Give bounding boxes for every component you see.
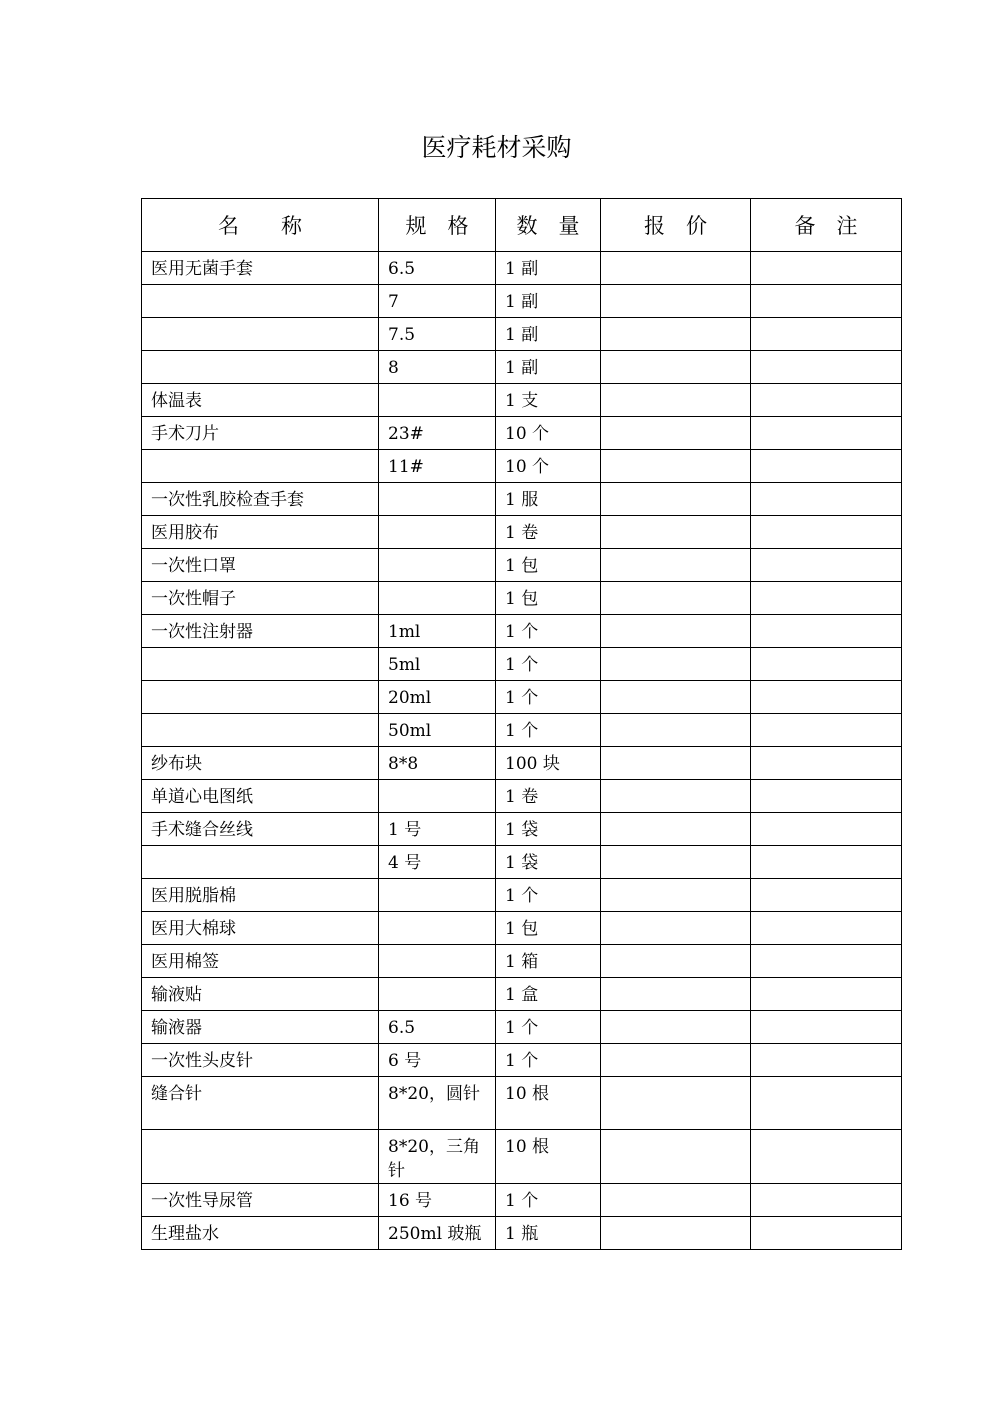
cell-name: 体温表 — [142, 384, 379, 417]
cell-name: 一次性帽子 — [142, 582, 379, 615]
cell-spec: 20ml — [379, 681, 496, 714]
cell-note — [751, 384, 902, 417]
cell-name — [142, 846, 379, 879]
cell-price — [601, 417, 751, 450]
cell-spec — [379, 549, 496, 582]
cell-price — [601, 549, 751, 582]
cell-note — [751, 1130, 902, 1184]
cell-name: 一次性头皮针 — [142, 1044, 379, 1077]
cell-note — [751, 714, 902, 747]
cell-name — [142, 648, 379, 681]
cell-note — [751, 747, 902, 780]
table-row — [142, 582, 902, 615]
cell-qty: 1 个 — [496, 681, 601, 714]
cell-note — [751, 318, 902, 351]
procurement-table — [141, 198, 902, 1250]
table-row — [142, 384, 902, 417]
cell-qty: 1 服 — [496, 483, 601, 516]
cell-spec: 16 号 — [379, 1184, 496, 1217]
table-row — [142, 1011, 902, 1044]
cell-name: 缝合针 — [142, 1077, 379, 1130]
cell-price — [601, 516, 751, 549]
cell-qty: 1 袋 — [496, 846, 601, 879]
cell-price — [601, 681, 751, 714]
cell-qty: 1 盒 — [496, 978, 601, 1011]
cell-qty: 1 箱 — [496, 945, 601, 978]
table-row — [142, 1130, 902, 1184]
cell-price — [601, 747, 751, 780]
cell-price — [601, 384, 751, 417]
cell-spec — [379, 945, 496, 978]
cell-note — [751, 285, 902, 318]
cell-qty: 1 瓶 — [496, 1217, 601, 1250]
table-row — [142, 516, 902, 549]
cell-note — [751, 1217, 902, 1250]
cell-qty: 1 包 — [496, 549, 601, 582]
cell-name — [142, 681, 379, 714]
cell-note — [751, 879, 902, 912]
cell-name: 输液贴 — [142, 978, 379, 1011]
cell-note — [751, 681, 902, 714]
table-row — [142, 1077, 902, 1130]
table-row — [142, 681, 902, 714]
cell-spec: 7.5 — [379, 318, 496, 351]
cell-spec — [379, 879, 496, 912]
cell-qty: 10 根 — [496, 1077, 601, 1130]
cell-name: 医用大棉球 — [142, 912, 379, 945]
cell-qty: 1 个 — [496, 1184, 601, 1217]
cell-price — [601, 780, 751, 813]
cell-spec — [379, 780, 496, 813]
cell-spec: 7 — [379, 285, 496, 318]
cell-price — [601, 813, 751, 846]
cell-note — [751, 978, 902, 1011]
cell-spec: 8 — [379, 351, 496, 384]
cell-spec — [379, 912, 496, 945]
cell-price — [601, 351, 751, 384]
table-body — [142, 252, 902, 1250]
table-row — [142, 417, 902, 450]
cell-spec: 23# — [379, 417, 496, 450]
cell-spec: 250ml 玻瓶 — [379, 1217, 496, 1250]
cell-spec: 8*20，三角针 — [379, 1130, 496, 1184]
cell-note — [751, 252, 902, 285]
header-note: 备 注 — [751, 199, 902, 252]
cell-qty: 1 副 — [496, 285, 601, 318]
cell-name — [142, 351, 379, 384]
cell-qty: 1 个 — [496, 648, 601, 681]
cell-note — [751, 1184, 902, 1217]
cell-price — [601, 648, 751, 681]
table-row — [142, 351, 902, 384]
cell-spec: 1 号 — [379, 813, 496, 846]
cell-note — [751, 648, 902, 681]
cell-price — [601, 1184, 751, 1217]
cell-name: 一次性导尿管 — [142, 1184, 379, 1217]
table-row — [142, 846, 902, 879]
cell-spec — [379, 516, 496, 549]
cell-note — [751, 945, 902, 978]
table-row — [142, 285, 902, 318]
cell-name — [142, 285, 379, 318]
cell-name: 手术刀片 — [142, 417, 379, 450]
cell-name: 医用无菌手套 — [142, 252, 379, 285]
cell-price — [601, 879, 751, 912]
cell-qty: 1 包 — [496, 912, 601, 945]
cell-qty: 10 个 — [496, 450, 601, 483]
cell-price — [601, 285, 751, 318]
cell-price — [601, 318, 751, 351]
cell-price — [601, 582, 751, 615]
cell-price — [601, 912, 751, 945]
cell-note — [751, 1044, 902, 1077]
cell-price — [601, 1077, 751, 1130]
cell-spec: 6 号 — [379, 1044, 496, 1077]
cell-qty: 1 卷 — [496, 516, 601, 549]
cell-price — [601, 1130, 751, 1184]
table-header-row — [142, 199, 902, 252]
cell-price — [601, 978, 751, 1011]
header-name: 名 称 — [142, 199, 379, 252]
cell-name — [142, 318, 379, 351]
table-row — [142, 714, 902, 747]
cell-qty: 1 包 — [496, 582, 601, 615]
cell-note — [751, 615, 902, 648]
cell-qty: 1 副 — [496, 252, 601, 285]
cell-price — [601, 1011, 751, 1044]
cell-qty: 1 个 — [496, 714, 601, 747]
cell-qty: 1 个 — [496, 1011, 601, 1044]
cell-note — [751, 351, 902, 384]
cell-spec: 5ml — [379, 648, 496, 681]
cell-note — [751, 780, 902, 813]
cell-spec: 1ml — [379, 615, 496, 648]
table-row — [142, 747, 902, 780]
table-row — [142, 1184, 902, 1217]
cell-spec: 50ml — [379, 714, 496, 747]
cell-note — [751, 912, 902, 945]
cell-price — [601, 945, 751, 978]
header-spec: 规 格 — [379, 199, 496, 252]
cell-note — [751, 846, 902, 879]
cell-price — [601, 1217, 751, 1250]
cell-spec — [379, 384, 496, 417]
cell-note — [751, 450, 902, 483]
table-row — [142, 318, 902, 351]
cell-qty: 10 根 — [496, 1130, 601, 1184]
cell-price — [601, 252, 751, 285]
cell-note — [751, 483, 902, 516]
cell-note — [751, 582, 902, 615]
cell-price — [601, 483, 751, 516]
cell-name: 医用棉签 — [142, 945, 379, 978]
cell-name: 医用胶布 — [142, 516, 379, 549]
table-row — [142, 879, 902, 912]
cell-spec — [379, 483, 496, 516]
table-row — [142, 1044, 902, 1077]
table-row — [142, 450, 902, 483]
header-qty: 数 量 — [496, 199, 601, 252]
cell-qty: 1 卷 — [496, 780, 601, 813]
cell-qty: 1 袋 — [496, 813, 601, 846]
cell-name — [142, 714, 379, 747]
cell-spec: 6.5 — [379, 252, 496, 285]
cell-qty: 1 个 — [496, 1044, 601, 1077]
cell-name: 输液器 — [142, 1011, 379, 1044]
cell-note — [751, 1077, 902, 1130]
table-row — [142, 912, 902, 945]
table-row — [142, 615, 902, 648]
cell-qty: 1 个 — [496, 615, 601, 648]
cell-note — [751, 417, 902, 450]
cell-spec: 4 号 — [379, 846, 496, 879]
cell-name: 手术缝合丝线 — [142, 813, 379, 846]
cell-note — [751, 813, 902, 846]
cell-spec: 8*8 — [379, 747, 496, 780]
cell-name — [142, 450, 379, 483]
table-row — [142, 978, 902, 1011]
cell-name — [142, 1130, 379, 1184]
table-row — [142, 780, 902, 813]
cell-name: 生理盐水 — [142, 1217, 379, 1250]
cell-spec — [379, 978, 496, 1011]
cell-name: 一次性乳胶检查手套 — [142, 483, 379, 516]
cell-qty: 100 块 — [496, 747, 601, 780]
cell-name: 医用脱脂棉 — [142, 879, 379, 912]
header-price: 报 价 — [601, 199, 751, 252]
table-row — [142, 648, 902, 681]
cell-price — [601, 714, 751, 747]
cell-price — [601, 846, 751, 879]
cell-price — [601, 615, 751, 648]
cell-name: 一次性口罩 — [142, 549, 379, 582]
cell-note — [751, 516, 902, 549]
table-row — [142, 549, 902, 582]
cell-note — [751, 549, 902, 582]
table-row — [142, 252, 902, 285]
cell-qty: 1 支 — [496, 384, 601, 417]
cell-name: 纱布块 — [142, 747, 379, 780]
cell-spec — [379, 582, 496, 615]
cell-note — [751, 1011, 902, 1044]
cell-qty: 10 个 — [496, 417, 601, 450]
cell-spec: 8*20，圆针 — [379, 1077, 496, 1130]
table-row — [142, 813, 902, 846]
cell-qty: 1 副 — [496, 351, 601, 384]
cell-spec: 11# — [379, 450, 496, 483]
cell-price — [601, 1044, 751, 1077]
cell-spec: 6.5 — [379, 1011, 496, 1044]
cell-qty: 1 副 — [496, 318, 601, 351]
table-row — [142, 945, 902, 978]
table-row — [142, 1217, 902, 1250]
cell-name: 单道心电图纸 — [142, 780, 379, 813]
cell-price — [601, 450, 751, 483]
table-row — [142, 483, 902, 516]
page-title: 医疗耗材采购 — [421, 133, 572, 162]
cell-qty: 1 个 — [496, 879, 601, 912]
cell-name: 一次性注射器 — [142, 615, 379, 648]
